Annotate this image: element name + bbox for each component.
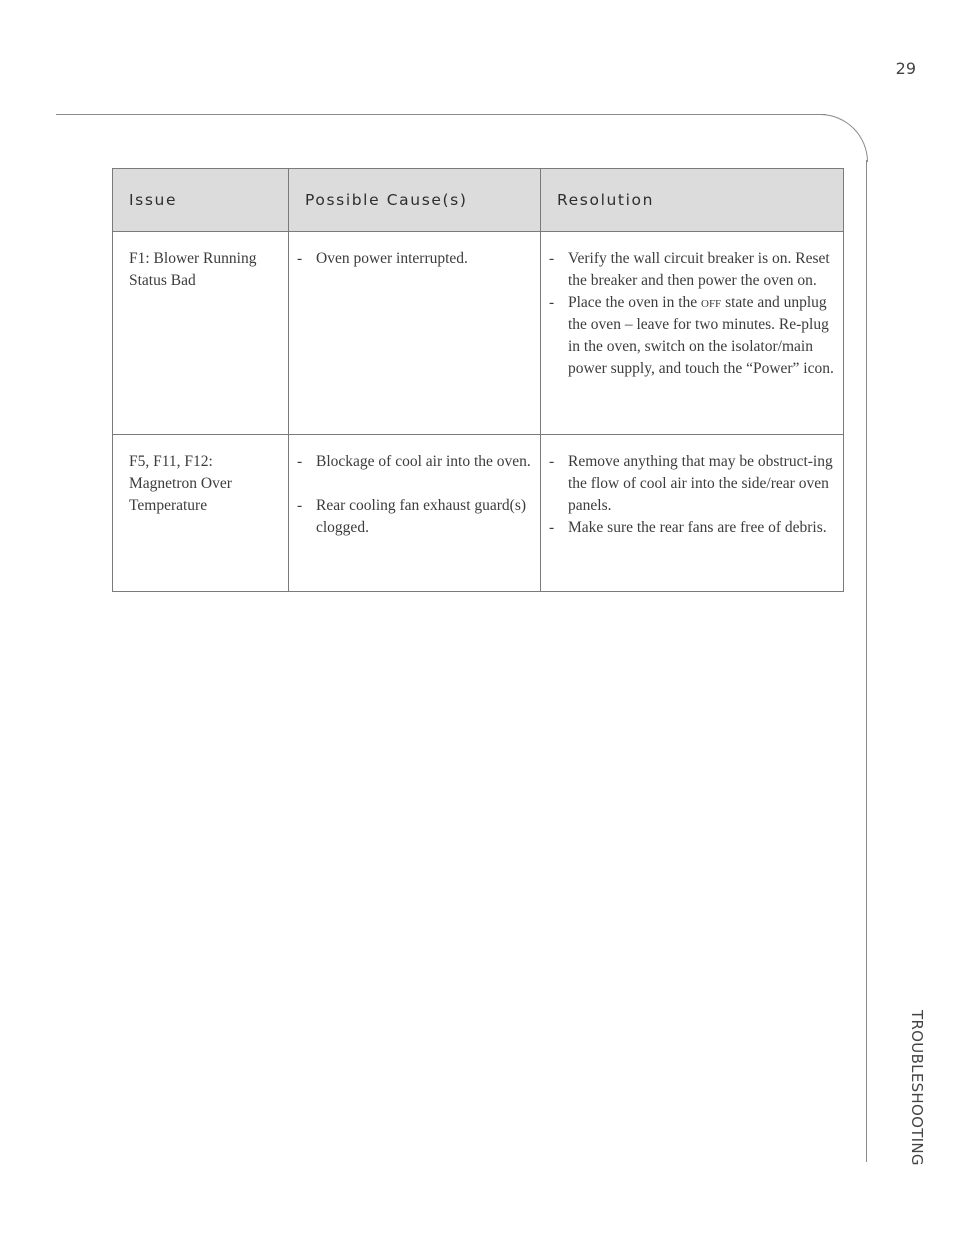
header-possible-causes: Possible Cause(s) xyxy=(289,169,541,232)
resolution-text: Place the oven in the xyxy=(568,294,701,311)
page-frame-right-line xyxy=(866,160,867,1162)
resolution-item xyxy=(549,292,841,380)
resolution-item: - Remove anything that may be obstruct-ing the flow of cool air into the side/rear oven panels. xyxy=(549,451,841,517)
issue-cell: F5, F11, F12: Magnetron Over Temperature xyxy=(113,435,289,592)
causes-cell xyxy=(289,232,541,435)
resolution-cell xyxy=(541,232,844,435)
troubleshooting-table xyxy=(112,168,844,592)
page-number: 29 xyxy=(895,59,916,78)
page-frame-corner xyxy=(820,114,868,162)
cause-item: - Blockage of cool air into the oven. xyxy=(297,451,538,473)
table-header-row xyxy=(113,169,844,232)
header-resolution: Resolution xyxy=(541,169,844,232)
table-row xyxy=(113,232,844,435)
issue-cell: F1: Blower Running Status Bad xyxy=(113,232,289,435)
resolution-list xyxy=(549,248,841,380)
cause-item: - Oven power interrupted. xyxy=(297,248,538,270)
cause-item: - Rear cooling fan exhaust guard(s) clogged. xyxy=(297,495,538,539)
resolution-item: - Verify the wall circuit breaker is on. Reset the breaker and then power the oven on. xyxy=(549,248,841,292)
causes-cell xyxy=(289,435,541,592)
section-label: TROUBLESHOOTING xyxy=(908,1010,926,1166)
page-frame-top-line xyxy=(56,114,826,115)
table-row xyxy=(113,435,844,592)
off-state-text: off xyxy=(701,294,722,311)
resolution-list xyxy=(549,451,841,539)
header-issue: Issue xyxy=(113,169,289,232)
resolution-text: state and unplug the oven – leave for two minutes. Re-plug in the oven, switch on the isolator/main power supply, and touch the “Power” icon. xyxy=(568,294,834,377)
causes-list xyxy=(297,451,538,539)
causes-list xyxy=(297,248,538,270)
resolution-cell xyxy=(541,435,844,592)
resolution-item: - Make sure the rear fans are free of debris. xyxy=(549,517,841,539)
